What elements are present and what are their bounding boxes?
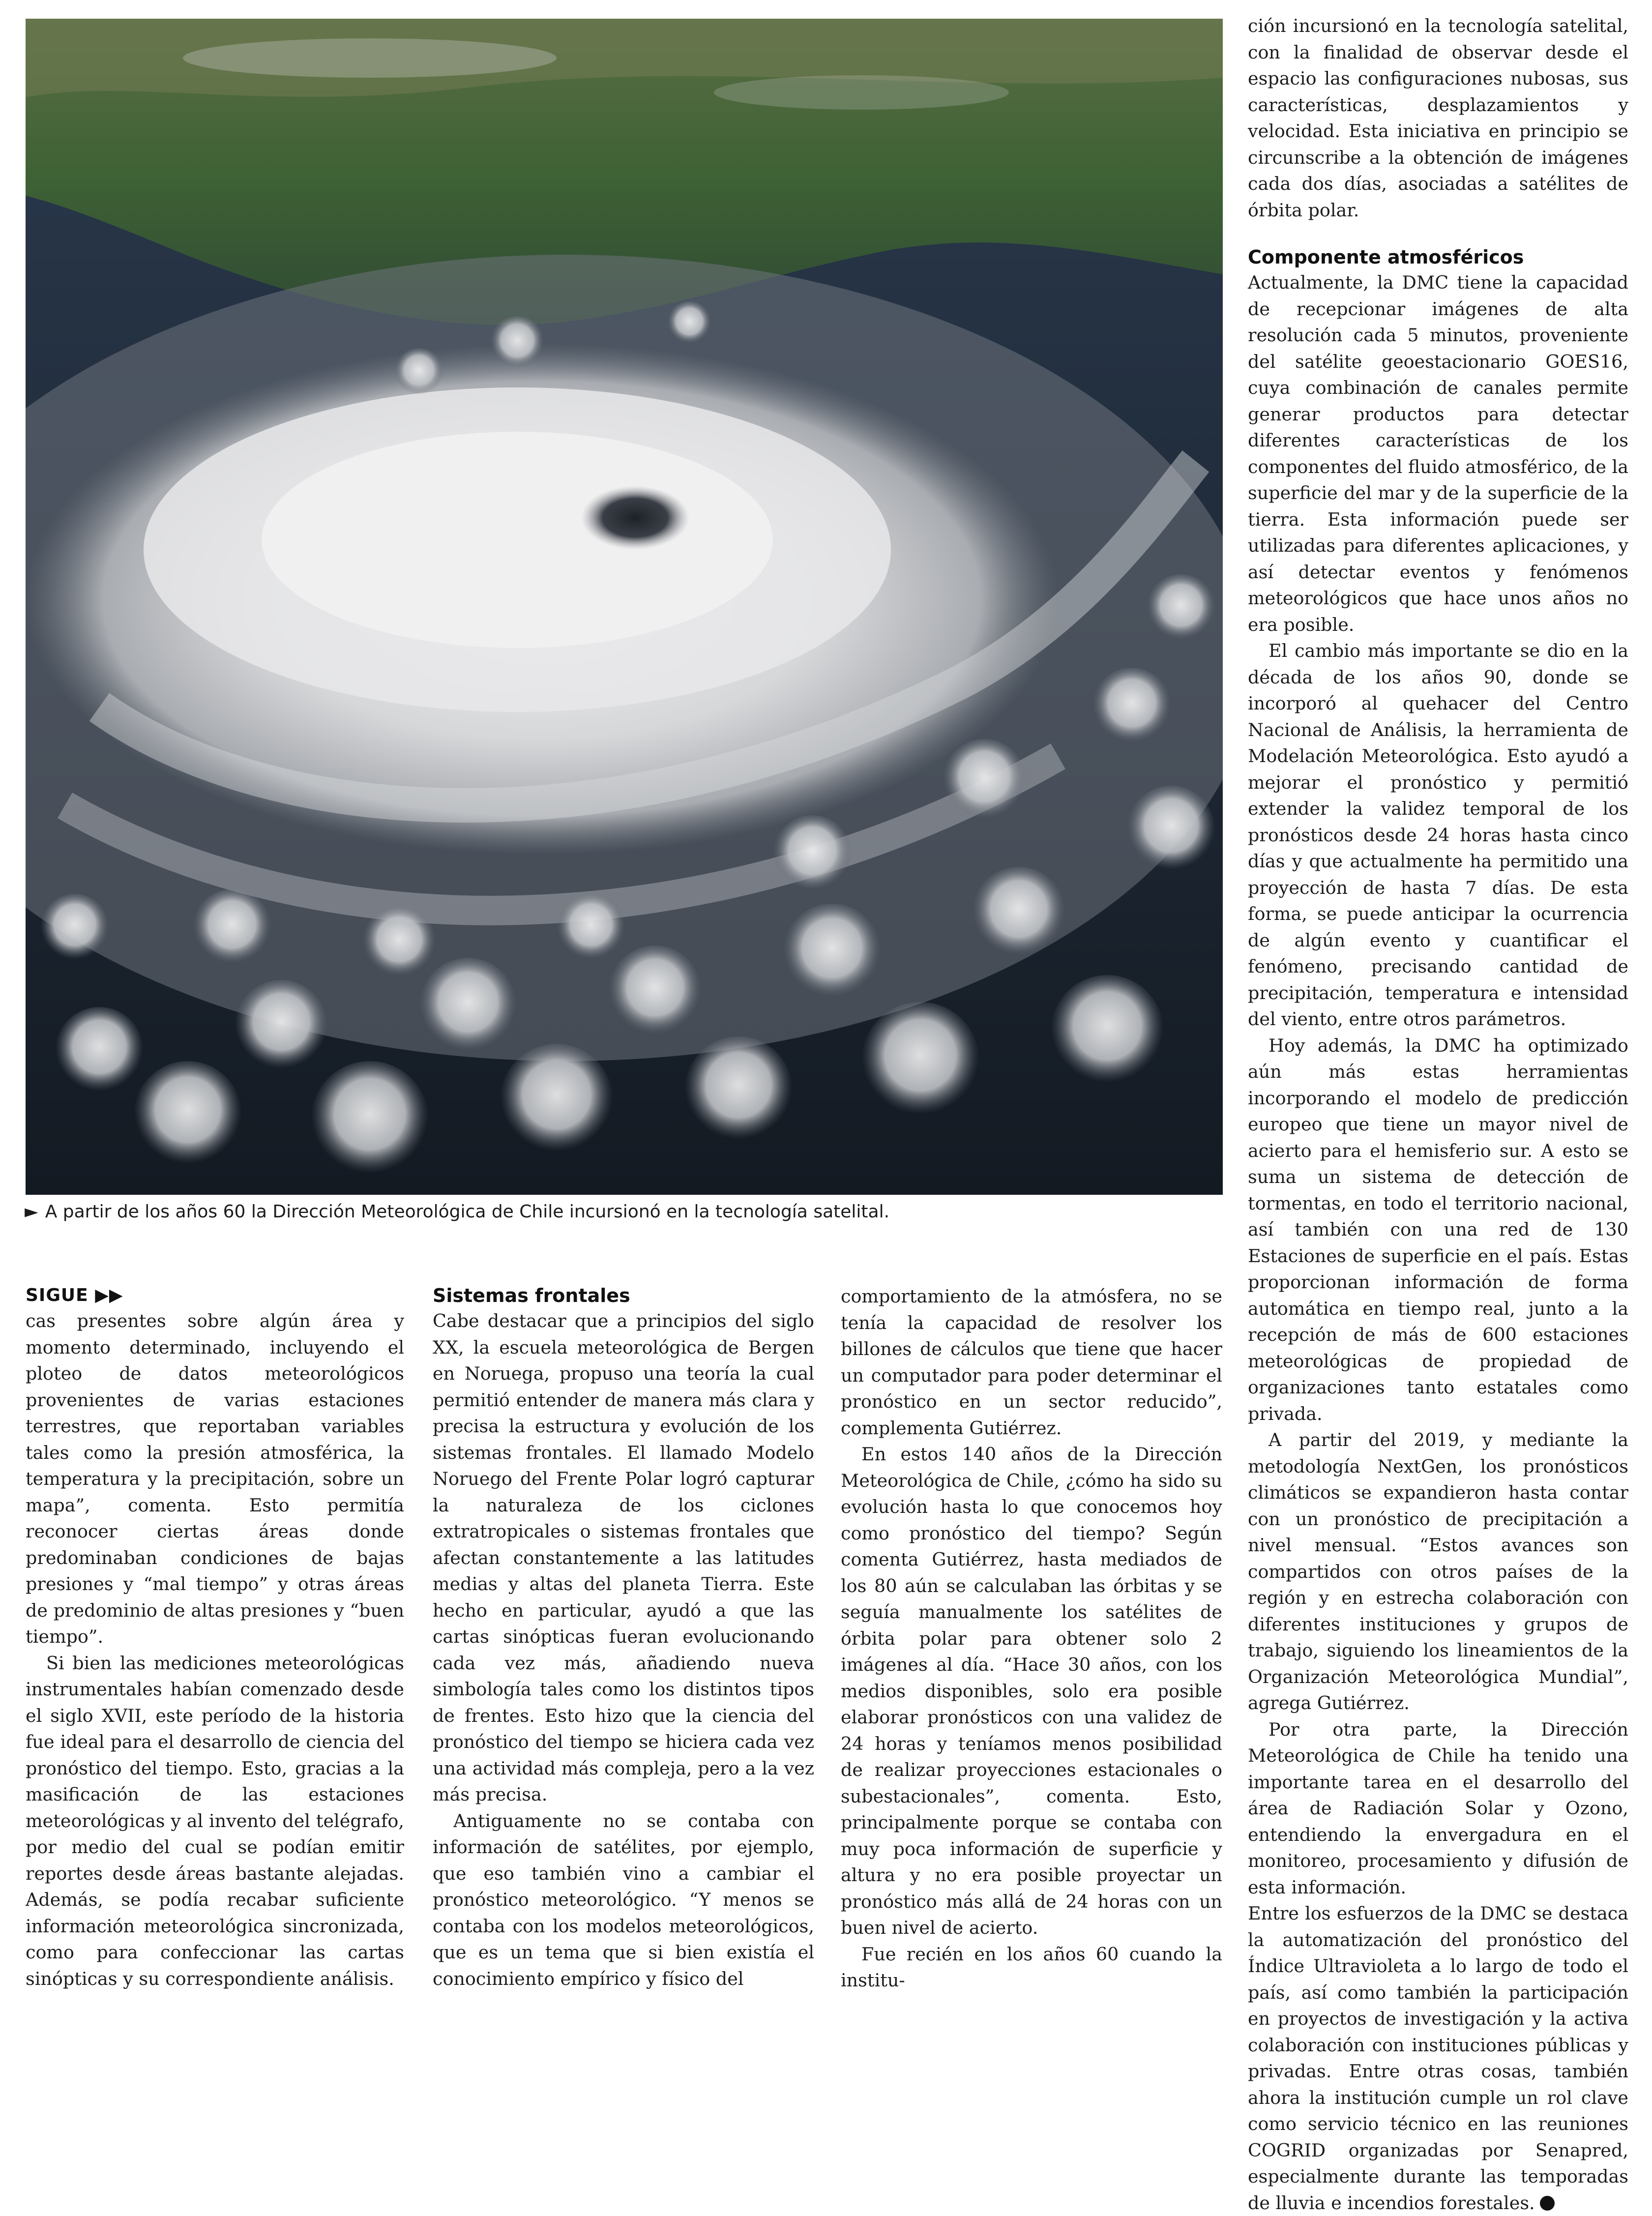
- article-column-1: [26, 1283, 404, 1992]
- paragraph: Antiguamente no se contaba con información de satélites, por ejemplo, que eso también vino a cambiar el pronóstico meteorológico. “Y menos se contaba con los modelos meteorológicos, que es un tema que si bien existía el conocimiento empírico y físico del: [433, 1810, 814, 1989]
- paragraph: Si bien las mediciones meteorológicas instrumentales habían comenzado desde el siglo XVII, este período de la historia fue ideal para el desarrollo de ciencia del pronóstico del tiempo. Esto, gracias a la masificación de las estaciones meteorológicas y al invento del telégrafo, por medio del cual se podían emitir reportes desde áreas bastante alejadas. Además, se podía recabar suficiente información meteorológica sincronizada, como para confeccionar las cartas sinópticas y su correspondiente análisis.: [26, 1652, 404, 1989]
- paragraph: comportamiento de la atmósfera, no se tenía la capacidad de resolver los billones de cálculos que tiene que hacer un computador para poder determinar el pronóstico en un sector reducido”, complementa Gutiérrez.: [841, 1286, 1222, 1439]
- caption-arrow-icon: ►: [25, 1202, 38, 1222]
- paragraph-final: [1248, 1900, 1628, 2216]
- paragraph: Hoy además, la DMC ha optimizado aún más estas herramientas incorporando el modelo de predicción europeo que tiene un mayor nivel de acierto para el hemisferio sur. A esto se suma un sistema de detección de tormentas, en todo el territorio nacional, así también con una red de 130 Estaciones de superficie en el país. Estas proporcionan información de forma automática en tiempo real, junto a la recepción de más de 600 estaciones meteorológicas de propiedad de organizaciones tanto estatales como privada.: [1248, 1034, 1628, 1424]
- paragraph: El cambio más importante se dio en la década de los años 90, donde se incorporó al quehacer del Centro Nacional de Análisis, la herramienta de Modelación Meteorológica. Esto ayudó a mejorar el pronóstico y permitió extender la validez temporal de los pronósticos desde 24 horas hasta cinco días y que actualmente ha permitido una proyección de hasta 7 días. De esta forma, se puede anticipar la ocurrencia de algún evento y cuantificar el fenómeno, precisando cantidad de precipitación, temperatura e intensidad del viento, entre otros parámetros.: [1248, 640, 1628, 1030]
- paragraph: Cabe destacar que a principios del siglo XX, la escuela meteorológica de Bergen en Noruega, propuso una teoría la cual permitió entender de manera más clara y precisa la estructura y evolución de los sistemas frontales. El llamado Modelo Noruego del Frente Polar logró capturar la naturaleza de los ciclones extratropicales o sistemas frontales que afectan constantemente a las latitudes medias y altas del planeta Tierra. Este hecho en particular, ayudó a que las cartas sinópticas fueran evolucionando cada vez más, añadiendo nueva simbología tales como los distintos tipos de frentes. Esto hizo que la ciencia del pronóstico del tiempo se hiciera cada vez una actividad más compleja, pero a la vez más precisa.: [433, 1310, 814, 1805]
- end-of-article-icon: [1540, 2196, 1555, 2211]
- section-heading-sistemas-frontales: Sistemas frontales: [433, 1285, 630, 1306]
- paragraph-text: Entre los esfuerzos de la DMC se destaca la automatización del pronóstico del Índice Ultravioleta a lo largo de todo el país, así como también la participación en proyectos de investigación y la activa colaboración con instituciones públicas y privadas. Entre otras cosas, también ahora la institución cumple un rol clave como servicio técnico en las reuniones COGRID organizadas por Senapred, especialmente durante las temporadas de lluvia e incendios forestales.: [1248, 1903, 1628, 2214]
- photo-caption: [25, 1201, 1224, 1223]
- paragraph: ción incursionó en la tecnología satelital, con la finalidad de observar desde el espacio las configuraciones nubosas, sus características, desplazamientos y velocidad. Esta iniciativa en principio se circunscribe a la obtención de imágenes cada dos días, asociadas a satélites de órbita polar.: [1248, 15, 1628, 221]
- article-column-2: [433, 1283, 814, 1992]
- article-column-3: [841, 1283, 1222, 1994]
- hurricane-image: [26, 19, 1223, 1195]
- paragraph: A partir del 2019, y mediante la metodología NextGen, los pronósticos climáticos se expandieron hasta contar con un pronóstico de precipitación a nivel mensual. “Estos avances son compartidos con otros países de la región y en estrecha colaboración con diferentes instituciones y grupos de trabajo, siguiendo los lineamientos de la Organización Meteorológica Mundial”, agrega Gutiérrez.: [1248, 1429, 1628, 1714]
- paragraph: Por otra parte, la Dirección Meteorológica de Chile ha tenido una importante tarea en el desarrollo del área de Radiación Solar y Ozono, entendiendo la envergadura en el monitoreo, procesamiento y difusión de esta información.: [1248, 1718, 1628, 1898]
- continued-marker: SIGUE ▶▶: [26, 1285, 123, 1305]
- paragraph: Fue recién en los años 60 cuando la institu-: [841, 1943, 1222, 1991]
- paragraph: En estos 140 años de la Dirección Meteorológica de Chile, ¿cómo ha sido su evolución hasta lo que conocemos hoy como pronóstico del tiempo? Según comenta Gutiérrez, hasta mediados de los 80 aún se calculaban las órbitas y se seguía manualmente los satélites de órbita polar para obtener solo 2 imágenes al día. “Hace 30 años, con los medios disponibles, solo era posible elaborar pronósticos con una validez de 24 horas y teníamos menos posibilidad de realizar proyecciones estacionales o subestacionales”, comenta. Esto, principalmente porque se contaba con muy poca información de superficie y altura y no era posible proyectar un pronóstico más allá de 24 horas con un buen nivel de acierto.: [841, 1444, 1222, 1938]
- paragraph: cas presentes sobre algún área y momento determinado, incluyendo el ploteo de datos meteorológicos provenientes de varias estaciones terrestres, que reportaban variables tales como la presión atmosférica, la temperatura y la precipitación, sobre un mapa”, comenta. Esto permitía reconocer ciertas áreas donde predominaban condiciones de bajas presiones y “mal tiempo” y otras áreas de predominio de altas presiones y “buen tiempo”.: [26, 1310, 404, 1647]
- hurricane-satellite-photo: [26, 19, 1223, 1195]
- caption-text: A partir de los años 60 la Dirección Meteorológica de Chile incursionó en la tecnología satelital.: [45, 1202, 890, 1222]
- paragraph: Actualmente, la DMC tiene la capacidad de recepcionar imágenes de alta resolución cada 5 minutos, proveniente del satélite geoestacionario GOES16, cuya combinación de canales permite generar productos para detectar diferentes características de los componentes del fluido atmosférico, de la superficie del mar y de la superficie de la tierra. Esta información puede ser utilizadas para diferentes aplicaciones, y así detectar eventos y fenómenos meteorológicos que hace unos años no era posible.: [1248, 272, 1628, 635]
- section-heading-componente-atmosfericos: Componente atmosféricos: [1248, 246, 1524, 268]
- article-column-4: [1248, 13, 1628, 2216]
